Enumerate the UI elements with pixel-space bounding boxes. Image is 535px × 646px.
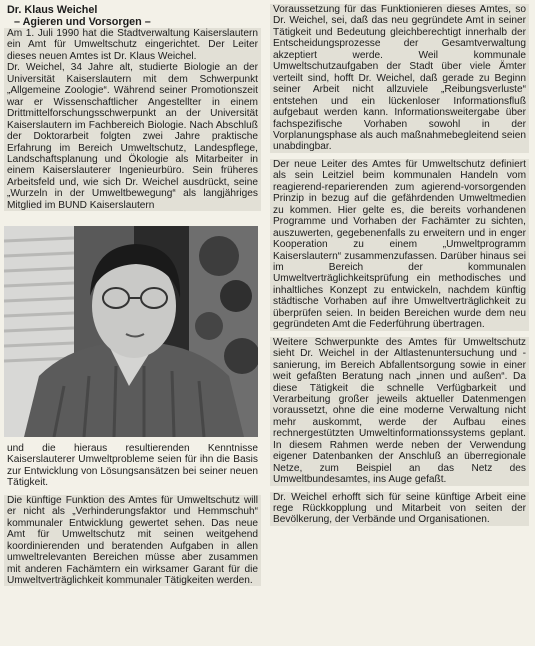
article-paragraph: und die hieraus resultierenden Kenntnisse Kaiserslauterer Umweltprobleme seien für ihn die Basis zur Entwicklung von Lösungsansätzen bei seiner neuen Tätigkeit.: [7, 443, 258, 489]
article-paragraph: Der neue Leiter des Amtes für Umweltschutz definiert als sein Leitziel beim kommunalen Handeln vom reagierend-reparierenden zum agierend-vorsorgenden Prinzip in bezug auf die gefährdenden Umweltmedien zu kommen. Hier gelte es, die bereits vorhandenen Programme und Vorhaben der Fachämter zu sichten, auszuwerten, gegebenenfalls zu erweitern und in enger Kooperation zu einem „Umweltprogramm Kaiserslautern“ zusammenzufassen. Darüber hinaus sei im Bereich der kommunalen Umweltverträglichkeitsprüfung ein methodisches und inhaltliches Konzept zu entwickeln, nachdem künftig städtische Vorhaben auf ihre Umweltverträglichkeit zu überprüfen seien. In beiden Bereichen wurde dem neu gegründeten Amt die Federführung übertragen.: [270, 159, 529, 331]
article-subtitle: – Agieren und Vorsorgen –: [14, 16, 151, 28]
article-author-name: Dr. Klaus Weichel: [7, 4, 98, 16]
article-paragraph: Dr. Weichel erhofft sich für seine künftige Arbeit eine rege Rückkopplung und Mitarbeit von seiten der Bevölkerung, der Verbände und Organisationen.: [270, 492, 529, 526]
article-paragraph: Weitere Schwerpunkte des Amtes für Umweltschutz sieht Dr. Weichel in der Altlastenuntersuchung und -sanierung, im Bereich Abfallentsorgung sowie in einer weit gefaßten Beratung nach „innen und außen“. Da diese Tätigkeit die schnelle Verfügbarkeit und Verarbeitung großer jeweils aktueller Datenmengen voraussetzt, ohne die eine moderne Verwaltung nicht mehr auskommt, werde der Aufbau eines rechnergestützten Umweltinformationssystems geplant. In diesem Rahmen werde neben der Verwendung eigener Datenbanken der Anschluß an überregionale Netze, zum Beispiel an das Netz des Umweltbundesamtes, ins Auge gefaßt.: [270, 337, 529, 486]
portrait-photo: [4, 226, 258, 437]
left-column-top: [4, 4, 261, 211]
article-intro-paragraph: Am 1. Juli 1990 hat die Stadtverwaltung Kaiserslautern ein Amt für Umweltschutz eingerichtet. Der Leiter dieses neuen Amtes ist Dr. Klaus Weichel. Dr. Weichel, 34 Jahre alt, studierte Biologie an der Universität Kaiserslautern mit dem Schwerpunkt „Allgemeine Zoologie“. Während seiner Promotionszeit war er Wissenschaftlicher Angestellter in einem Drittmittelforschungsschwerpunkt an der Universität Kaiserslautern im Fachbereich Biologie. Nach Abschluß der Doktorarbeit folgten zwei Jahre praktische Erfahrung im Bereich Umweltschutz, Landespflege, Landschaftsplanung und Ökologie als Mitarbeiter in einem Kaiserslauterer Ingenieurbüro. Sein früheres Arbeitsfeld und, wie sich Dr. Weichel ausdrückt, seine „Wurzeln in der Umweltbewegung“ als langjähriges Mitglied im BUND Kaiserslautern: [4, 28, 261, 211]
article-paragraph: Voraussetzung für das Funktionieren dieses Amtes, so Dr. Weichel, sei, daß das neu gegründete Amt in seiner Tätigkeit und Bedeutung gleichberechtigt innerhalb der Entscheidungsprozesse der Gesamtverwaltung akzeptiert werde. Weil kommunale Umweltschutzaufgaben der Stadt über viele Ämter verteilt sind, hofft Dr. Weichel, daß gerade zu Beginn seiner Arbeit nicht allzuviele „Reibungsverluste“ entstehen und ein lückenloser Informationsfluß aufgebaut werden kann. Informationsweitergabe über fachspezifische Vorhaben sowohl in der Vorplanungsphase als auch maßnahmebegleitend seien unabdingbar.: [270, 4, 529, 153]
left-column-bottom: [4, 443, 261, 592]
right-column: [270, 4, 529, 532]
article-paragraph: Die künftige Funktion des Amtes für Umweltschutz will er nicht als „Verhinderungsfaktor und Hemmschuh“ kommunaler Entwicklung gewertet sehen. Das neue Amt für Umweltschutz mit seinen weitgehend koordinierenden und beratenden Aufgaben in allen umweltrelevanten Bereichen müsse aber zusammen mit anderen Fachämtern ein wirksamer Garant für die Umweltverträglichkeit kommunaler Tätigkeiten werden.: [4, 495, 261, 587]
